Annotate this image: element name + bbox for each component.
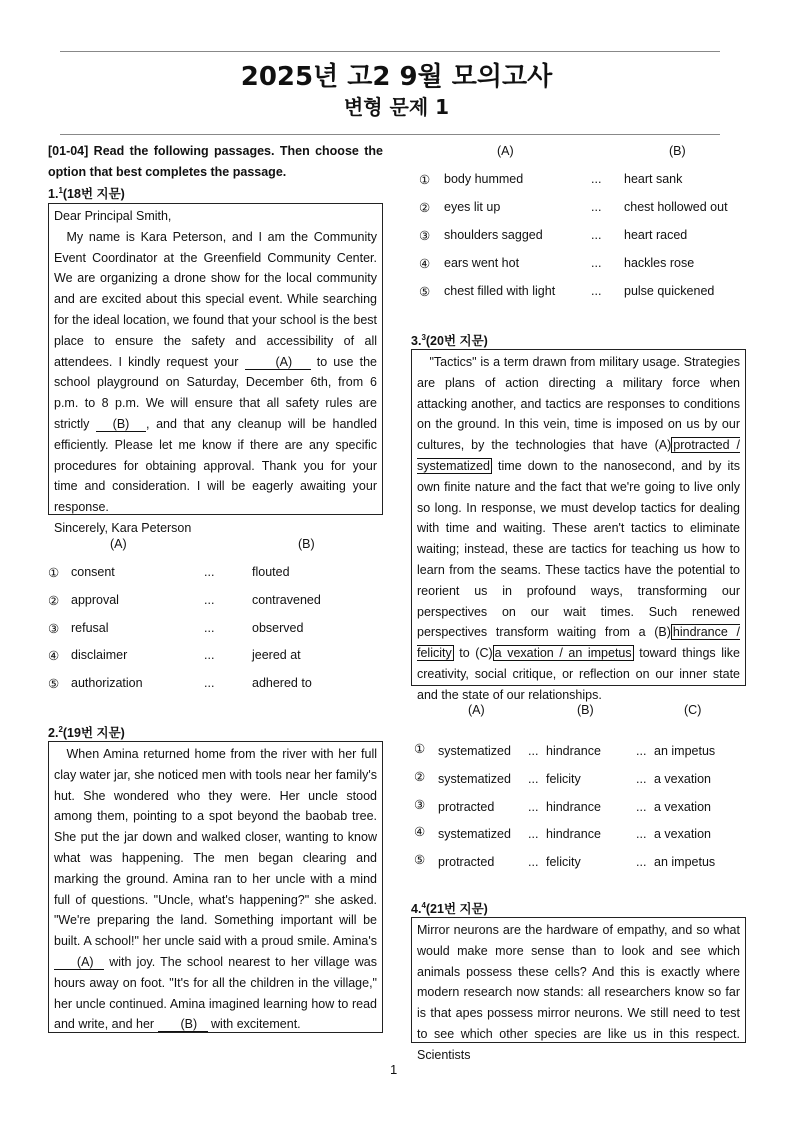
ellipsis: ... [636,744,647,758]
q3-option-c: an impetus [654,855,716,870]
q1-salutation: Dear Principal Smith, [54,209,172,223]
q2-option-number[interactable]: ③ [419,229,431,243]
q3-option-b: hindrance [546,744,601,758]
ellipsis: ... [591,200,602,214]
q2-option-b: heart raced [624,228,688,242]
ellipsis: ... [636,771,647,786]
q2-option-number[interactable]: ① [419,173,431,187]
q1-option-b: adhered to [252,676,312,691]
q1-option-number[interactable]: ③ [48,621,60,636]
ellipsis: ... [528,771,539,786]
q1-header-b: (B) [298,537,315,551]
instructions: [01-04] Read the following passages. Then choose the option that best completes the passage. [48,144,383,179]
q3-passage [411,349,746,702]
page-subtitle: 변형 문제 1 [343,95,450,119]
q3-header-a: (A) [468,703,485,717]
q4-passage [411,917,746,1062]
q2-blank-a: (A) [54,955,104,970]
q1-blank-a: (A) [245,355,311,370]
q1-option-number[interactable]: ① [48,566,60,580]
q3-choice-c: a vexation / an impetus [494,646,632,661]
q1-option-a: authorization [71,676,143,691]
q3-option-c: a vexation [654,771,711,786]
q2-option-b: heart sank [624,172,683,186]
q3-option-number[interactable]: ④ [414,825,426,840]
q3-option-number[interactable]: ⑤ [414,853,426,868]
ellipsis: ... [591,228,602,242]
q2-passage [48,741,383,1033]
q2-option-a: ears went hot [444,256,520,270]
q2-blank-b: (B) [158,1017,208,1032]
q1-header-a: (A) [110,537,127,551]
header-rule [60,134,720,135]
q2-body: When Amina returned home from the river with her full clay water jar, she noticed men with tools near her family's hut. She wondered who they were. Her uncle stood among them, pointing to a spot beyond the baobab tree. She put the jar down and walked closer, wanting to know what was happening. The men began clearing and marking the ground. Amina ran to her uncle with a mind full of questions. "Uncle, what's happening?" she asked. "We're preparing the land. Something important will be built. A school!" her uncle said with a proud smile. Amina's (A) with joy. The school nearest to her village was hours away on foot. "It's for all the children in the village," her uncle continued. Amina imagined learning how to read and write, and her (B) with excitement. [54,747,377,1032]
ellipsis: ... [204,592,215,607]
ellipsis: ... [528,799,539,814]
ellipsis: ... [204,676,215,691]
q3-option-a: systematized [438,744,511,758]
q3-option-c: an impetus [654,744,716,758]
ellipsis: ... [204,648,215,663]
q4-label: 4.$^4$(21번 지문) [411,900,488,916]
q3-option-b: hindrance [546,799,601,814]
ellipsis: ... [204,620,215,635]
q2-option-a: eyes lit up [444,200,501,214]
ellipsis: ... [636,827,647,842]
ellipsis: ... [636,855,647,870]
q3-choice-b: hindrance / felicity [417,625,740,661]
q1-option-a: approval [71,592,119,607]
q2-option-b: chest hollowed out [624,200,728,214]
q2-option-b: hackles rose [624,256,695,270]
q3-header-b: (B) [577,703,594,717]
q1-option-b: contravened [252,592,321,607]
q1-blank-b: (B) [96,417,146,432]
q3-option-b: felicity [546,771,581,786]
q2-option-number[interactable]: ④ [419,257,431,271]
ellipsis: ... [591,172,602,186]
q3-option-b: hindrance [546,827,601,842]
q1-option-a: consent [71,565,115,579]
q3-choice-a: protracted / systematized [417,438,740,473]
q2-option-b: pulse quickened [624,284,715,298]
q3-option-a: systematized [438,771,511,786]
q1-body: My name is Kara Peterson, and I am the Community Event Coordinator at the Greenfield Community Center. We are organizing a drone show for the local community and are excited about this special event. While searching for the ideal location, we found that your school is the best place to ensure the safety and accessibility of all attendees. I kindly request your (A) to use the school playground on Saturday, December 6th, from 6 p.m. to 8 p.m. We will ensure that all safety rules are strictly (B) , and that any cleanup will be handled efficiently. Please let me know if there are any specific procedures for obtaining approval. Thank you for your time and consideration. I will be eagerly awaiting your response. [54,229,377,515]
q3-body: "Tactics" is a term drawn from military usage. Strategies are plans of action directing a military force when attacking another, and tactics are responses to conditions on the ground. In this vein, time is imposed on us by our cultures, by the technologies that have (A) protracted / systematized time down to the nanosecond, and by its own finite nature and the fact that we're going to live only so long. In response, we must develop tactics for dealing with time and waiting. These aren't tactics to eliminate waiting; instead, these are tactics for teaching us how to learn from the seams. These tactics have the potential to reorient us in profound ways, transforming our perspectives on our wait times. Such renewed perspectives transform waiting from a (B) hindrance / felicity to (C) a vexation / an impetus toward things like creativity, social critique, or reflection on our inner state and the state of our relationships. [417,355,740,702]
q1-option-b: flouted [252,565,290,579]
q3-option-c: a vexation [654,827,711,842]
top-rule [60,51,720,52]
ellipsis: ... [528,744,539,758]
page-title: 2025년 고2 9월 모의고사 [240,62,553,92]
q1-closing: Sincerely, Kara Peterson [54,520,192,535]
q1-passage [48,203,383,535]
q2-option-a: shoulders sagged [444,228,543,242]
q3-option-c: a vexation [654,799,711,814]
q1-option-a: disclaimer [71,648,128,663]
q3-label: 3.$^3$(20번 지문) [411,332,488,348]
ellipsis: ... [591,256,602,270]
q1-option-number[interactable]: ⑤ [48,677,60,692]
q1-option-a: refusal [71,620,109,635]
q2-label: 2.$^2$(19번 지문) [48,724,125,740]
q1-option-b: observed [252,620,304,635]
ellipsis: ... [204,565,215,579]
q3-option-number[interactable]: ② [414,769,426,784]
q2-option-number[interactable]: ⑤ [419,285,431,299]
q3-header-c: (C) [684,703,702,717]
q2-option-a: body hummed [444,172,524,186]
q2-option-a: chest filled with light [444,284,556,298]
q3-option-a: protracted [438,799,495,814]
q2-header-a: (A) [497,144,514,158]
ellipsis: ... [591,284,602,298]
ellipsis: ... [636,799,647,814]
ellipsis: ... [528,827,539,842]
q3-option-a: protracted [438,855,495,870]
q3-option-number[interactable]: ③ [414,797,426,812]
page-number: 1 [390,1062,398,1077]
q2-option-number[interactable]: ② [419,201,431,215]
q3-option-number[interactable]: ① [414,742,426,756]
q1-option-number[interactable]: ② [48,593,60,608]
q4-body: Mirror neurons are the hardware of empathy, and so what would make more sense than to look and see which animals possess these cells? And this is exactly where modern research now stands: all researchers know so far is that apes possess mirror neurons. We still need to test to see which other species are like us in this respect. Scientists [417,923,740,1062]
q1-option-number[interactable]: ④ [48,649,60,664]
q3-option-b: felicity [546,855,581,870]
q1-label: 1.$^1$(18번 지문) [48,185,125,201]
q1-option-b: jeered at [252,648,301,663]
ellipsis: ... [528,855,539,870]
q2-header-b: (B) [669,144,686,158]
q3-option-a: systematized [438,827,511,842]
